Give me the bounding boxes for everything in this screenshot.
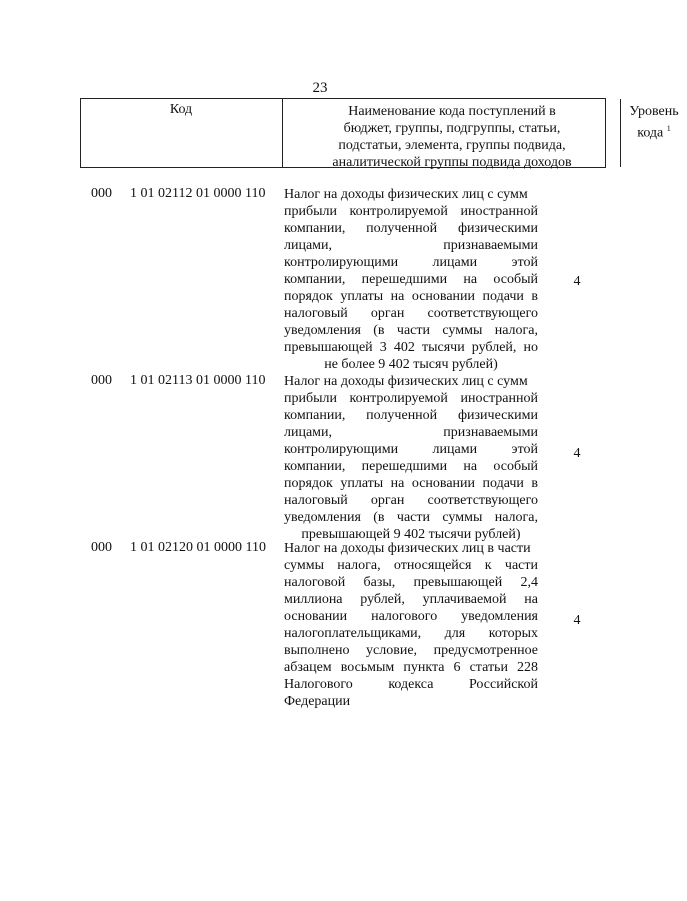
header-code: Код [169, 102, 193, 117]
admin-code: 000 [91, 540, 112, 555]
description-line: уведомления (в части суммы налога, [284, 510, 538, 525]
description-line: уведомления (в части суммы налога, [284, 323, 538, 338]
table-header [80, 98, 679, 170]
header-level [620, 99, 687, 167]
description-line: компании, полученной физическими [284, 408, 538, 423]
description-line: лицами, признаваемыми [284, 238, 538, 253]
description-line: порядок уплаты на основании подачи в [284, 476, 538, 491]
description-line: Налог на доходы физических лиц с сумм [284, 374, 528, 389]
description-line: Федерации [284, 694, 351, 709]
header-name-line: Наименование кода поступлений в [348, 104, 556, 119]
description-line: не более 9 402 тысяч рублей) [324, 357, 498, 372]
description-line: контролирующими лицами этой [284, 255, 538, 270]
description-line: выполнено условие, предусмотренное [284, 643, 538, 658]
description-line: суммы налога, относящейся к части [284, 558, 538, 573]
description-line: налоговый орган соответствующего [284, 306, 538, 321]
header-level-kod: кода [637, 125, 664, 141]
description-line: превышающей 3 402 тысячи рублей, но [284, 340, 538, 355]
revenue-code: 1 01 02113 01 0000 110 [130, 373, 266, 388]
revenue-code: 1 01 02120 01 0000 110 [130, 540, 266, 555]
code-level: 4 [573, 613, 581, 628]
description-line: порядок уплаты на основании подачи в [284, 289, 538, 304]
header-name [282, 99, 621, 170]
header-level-line1: Уровень [629, 104, 679, 119]
description-line: контролирующими лицами этой [284, 442, 538, 457]
revenue-description [284, 186, 538, 373]
description-line: налогоплательщиками, для которых [284, 626, 538, 641]
revenue-code: 1 01 02112 01 0000 110 [130, 186, 266, 201]
header-level-line2 [621, 120, 687, 142]
header-name-line: бюджет, группы, подгруппы, статьи, [343, 121, 561, 136]
code-level: 4 [573, 274, 581, 289]
header-name-line: подстатьи, элемента, группы подвида, [338, 138, 566, 153]
code-level: 4 [573, 446, 581, 461]
header-level-footnote: 1 [666, 124, 671, 133]
description-line: Налог на доходы физических лиц в части [284, 541, 531, 556]
description-line: компании, полученной физическими [284, 221, 538, 236]
description-line: миллиона рублей, уплачиваемой на [284, 592, 538, 607]
description-line: Налог на доходы физических лиц с сумм [284, 187, 528, 202]
table-right-border [605, 98, 606, 167]
description-line: прибыли контролируемой иностранной [284, 204, 538, 219]
description-line: Налогового кодекса Российской [284, 677, 538, 692]
description-line: налоговой базы, превышающей 2,4 [284, 575, 538, 590]
description-line: лицами, признаваемыми [284, 425, 538, 440]
description-line: основании налогового уведомления [284, 609, 538, 624]
admin-code: 000 [91, 186, 112, 201]
revenue-description [284, 540, 538, 710]
header-name-line: аналитической группы подвида доходов [332, 155, 572, 170]
description-line: прибыли контролируемой иностранной [284, 391, 538, 406]
description-line: налоговый орган соответствующего [284, 493, 538, 508]
table-left-border [80, 98, 81, 167]
description-line: компании, перешедшими на особый [284, 272, 538, 287]
description-line: компании, перешедшими на особый [284, 459, 538, 474]
description-line: абзацем восьмым пункта 6 статьи 228 [284, 660, 538, 675]
page-number: 23 [312, 80, 328, 96]
admin-code: 000 [91, 373, 112, 388]
revenue-description [284, 373, 538, 543]
description-line: превышающей 9 402 тысячи рублей) [301, 527, 521, 542]
